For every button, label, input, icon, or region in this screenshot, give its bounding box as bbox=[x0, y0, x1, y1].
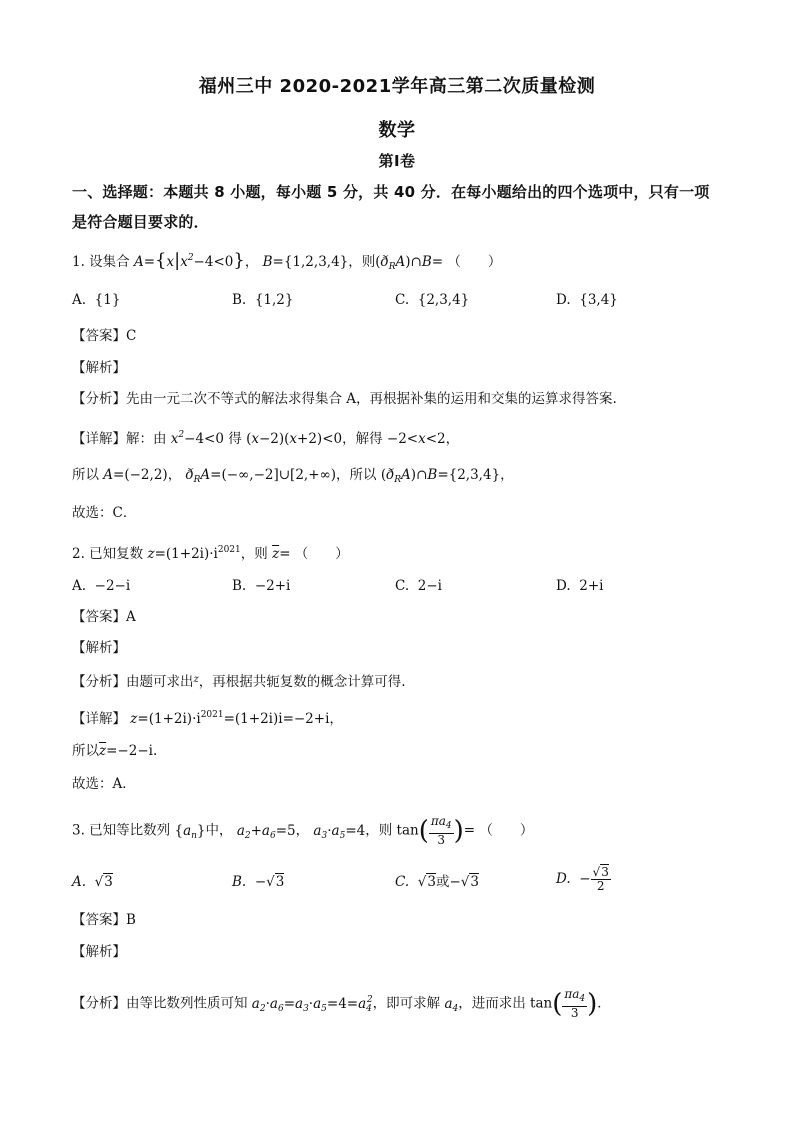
q3-answer: 【答案】B bbox=[72, 912, 136, 928]
q1-option-d: D. {3,4} bbox=[556, 292, 618, 308]
q2-guxuan: 故选：A． bbox=[72, 776, 136, 792]
q2-option-a: A. −2−i bbox=[72, 578, 131, 594]
q2-analysis-tag: 【解析】 bbox=[72, 640, 126, 656]
q2-xiangjie: 【详解】 $z=(1+2i)\cdot i^{2021}=(1+2i)i=-2+i$， bbox=[72, 710, 343, 727]
section-heading-line2: 是符合题目要求的． bbox=[72, 213, 209, 231]
q1-answer: 【答案】C bbox=[72, 328, 137, 344]
q1-xiangjie: 【详解】解：由 $x^2-4<0$ 得 (x−2)(x+2)<0，解得 −2<x<2， bbox=[72, 430, 460, 447]
q2-option-c: C. 2−i bbox=[395, 578, 442, 594]
q1-guxuan: 故选：C． bbox=[72, 505, 137, 521]
q3-option-b: B. −√3 bbox=[232, 874, 285, 890]
q1-set-b: B={1,2,3,4} bbox=[262, 254, 349, 270]
q1-analysis-tag: 【解析】 bbox=[72, 360, 126, 376]
q3-option-a: A. √3 bbox=[72, 874, 113, 890]
q3-fenxi: 【分析】由等比数列性质可知 $a_2\cdot a_6=a_3\cdot a_5=4=a_4^2$，即可求解 $a_4$，进而求出 tan( $\frac{\pi a_4}{3}$ )． bbox=[72, 987, 611, 1020]
q3-option-c: C. √3或−√3 bbox=[395, 874, 479, 890]
volume-title: 第Ⅰ卷 bbox=[378, 152, 416, 170]
q2-fenxi: 【分析】由题可求出$^z$，再根据共轭复数的概念计算可得. bbox=[72, 674, 406, 690]
q3-stem: 3. 已知等比数列 $\{a_n\}$中， $a_2+a_6=5$， $a_3\cdot a_5=4$，则 tan( $\frac{\pi a_4}{3}$ )= （ ） bbox=[72, 814, 534, 847]
q1-option-a: A. {1} bbox=[72, 292, 121, 308]
q1-set-a: $A=\{x|x^2-4<0\}$ bbox=[133, 250, 245, 271]
subject-title: 数学 bbox=[378, 120, 416, 141]
q2-answer: 【答案】A bbox=[72, 609, 136, 625]
q3-analysis-tag: 【解析】 bbox=[72, 944, 126, 960]
q1-fenxi: 【分析】先由一元二次不等式的解法求得集合 A，再根据补集的运用和交集的运算求得答案. bbox=[72, 391, 617, 407]
q1-option-c: C. {2,3,4} bbox=[395, 292, 470, 308]
q2-suoyi: 所以$\overline{z}=-2-i$. bbox=[72, 743, 158, 759]
q1-suoyi: 所以 A=(−2,2)， $ð_RA=(-\infty,-2]\cup[2,+\infty)$，所以 $(ð_RA)\cap B=\{2,3,4\}$， bbox=[72, 467, 514, 485]
q3-option-d: D. − $\frac{√3}{2}$ bbox=[556, 865, 609, 893]
q2-option-b: B. −2+i bbox=[232, 578, 291, 594]
section-heading-line1: 一、选择题：本题共 8 小题，每小题 5 分，共 40 分．在每小题给出的四个选项中，只有一项 bbox=[72, 183, 710, 201]
q1-stem: 1. 设集合 $A=\{x|x^2-4<0\}$， B={1,2,3,4}，则$(ð_RA)\cap B=$ （ ） bbox=[72, 250, 502, 272]
q2-stem: 2. 已知复数 $z=(1+2i)\cdot i^{2021}$，则 $\overline{z}=$ （ ） bbox=[72, 545, 349, 562]
q1-expr: $(ð_RA)\cap B=$ bbox=[375, 254, 444, 272]
q1-option-b: B. {1,2} bbox=[232, 292, 294, 308]
exam-title: 福州三中 2020-2021学年高三第二次质量检测 bbox=[198, 76, 596, 97]
q2-option-d: D. 2+i bbox=[556, 578, 604, 594]
q1-stem-prefix: 1. 设集合 bbox=[72, 254, 130, 270]
